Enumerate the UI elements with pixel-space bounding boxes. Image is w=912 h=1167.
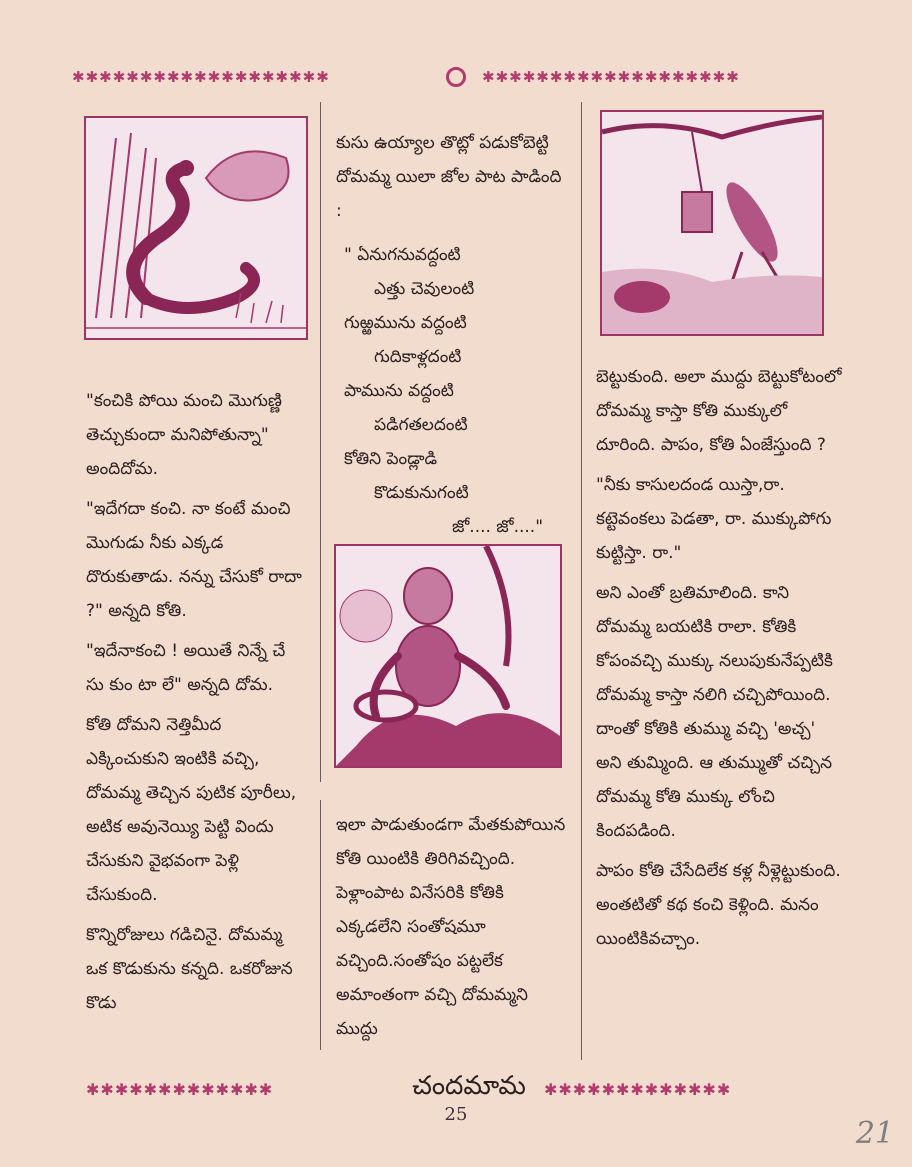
poem-intro: కుసు ఉయ్యాల తొట్లో పడుకోబెట్టి దోమమ్మ యిలా జోల పాట పాడింది : xyxy=(336,133,562,221)
poem-line: " ఏనుగనువద్దంటి xyxy=(344,245,461,265)
paragraph: "కంచికి పోయి మంచి మొగుణ్ణి తెచ్చుకుందా మనిపోతున్నా" అందిదోమ. xyxy=(86,391,282,479)
paragraph: ఇలా పాడుతుండగా మేతకుపోయిన కోతి యింటికి తిరిగివచ్చింది. పెళ్లాంపాట వినేసరికి కోతికి ఎక్కడలేని సంతోషమూ వచ్చింది.సంతోషం పట్టలేక అమాంతంగా వచ్చి దోమమ్మని ముద్దు xyxy=(336,815,566,1039)
poem-line: పామును వద్దంటి xyxy=(344,381,454,401)
grasshopper-illustration xyxy=(600,110,824,336)
page-number: 25 xyxy=(444,1104,468,1125)
paragraph: అని ఎంతో బ్రతిమాలింది. కాని దోమమ్మ బయటికి రాలా. కోతికి కోపంవచ్చి ముక్కు నలుపుకునేప్పటికి దోమమ్మ కాస్తా నలిగి చచ్చిపోయింది. దాంతో కోతికి తుమ్ము వచ్చి 'అచ్చ' అని తుమ్మింది. ఆ తుమ్ముతో చచ్చిన దోమమ్మ కోతి ముక్కు లోంచి కిందపడింది. xyxy=(596,583,833,841)
right-column-text xyxy=(596,360,846,962)
paragraph: కొన్నిరోజులు గడిచినై. దోమమ్మ ఒక కొడుకును కన్నది. ఒకరోజున కొడు xyxy=(86,925,293,1013)
top-decorative-border xyxy=(72,66,840,88)
middle-column-top xyxy=(336,126,566,544)
border-center-circle xyxy=(446,67,466,87)
monkey-illustration xyxy=(334,544,562,768)
footer-border xyxy=(86,1072,852,1106)
middle-column-bottom xyxy=(336,808,568,1052)
column-divider-right-lower xyxy=(581,370,582,1060)
snake-illustration xyxy=(84,116,308,340)
paragraph: పాపం కోతి చేసేదిలేక కళ్ల నీళ్లెట్టుకుంది. అంతటితో కథ కంచి కెళ్లింది. మనం యింటికివచ్చాం. xyxy=(596,861,841,949)
poem-line: జో.... జో...." xyxy=(452,517,544,537)
paragraph: "నీకు కాసులదండ యిస్తా,రా. కట్టెవంకలు పెడతా, రా. ముక్కుపోగు కుట్టిస్తా. రా." xyxy=(596,475,832,563)
column-divider-left-lower xyxy=(320,800,321,1050)
paragraph: "ఇదేనాకంచి ! అయితే నిన్నే చే సు కుం టా లే" అన్నది దోమ. xyxy=(86,641,286,695)
pencil-page-note: 21 xyxy=(855,1116,894,1151)
footer-pattern-right: ✱✱✱✱✱✱✱✱✱✱✱✱✱ xyxy=(543,1079,732,1099)
border-pattern-left: ✱✱✱✱✱✱✱✱✱✱✱✱✱✱✱✱✱✱✱ xyxy=(72,68,330,86)
left-column-text xyxy=(86,384,304,1026)
poem-line: ఎత్తు చెవులంటి xyxy=(374,279,475,299)
poem-line: గుఱ్ఱమును వద్దంటి xyxy=(344,313,467,333)
poem-line: కోతిని పెండ్లాడి xyxy=(344,449,438,469)
magazine-title: చందమామ xyxy=(412,1071,526,1101)
poem-line: కొడుకునుగంటి xyxy=(374,483,469,503)
column-divider-left xyxy=(320,102,321,782)
poem-line: గుదికాళ్లదంటి xyxy=(374,347,462,367)
lullaby-poem xyxy=(336,238,566,544)
paragraph: కోతి దోమని నెత్తిమీద ఎక్కించుకుని ఇంటికి వచ్చి, దోమమ్మ తెచ్చిన పుటిక పూరీలు, అటిక అవునెయ్యి పెట్టి విందు చేసుకుని వైభవంగా పెళ్లి చేసుకుంది. xyxy=(86,715,297,905)
paragraph: "ఇదేగదా కంచి. నా కంటే మంచి మొగుడు నీకు ఎక్కడ దొరుకుతాడు. నన్ను చేసుకో రాదా ?" అన్నది కోతి. xyxy=(86,499,302,621)
footer-pattern-left: ✱✱✱✱✱✱✱✱✱✱✱✱✱ xyxy=(86,1079,274,1099)
border-pattern-right: ✱✱✱✱✱✱✱✱✱✱✱✱✱✱✱✱✱✱✱ xyxy=(482,68,740,86)
column-divider-right xyxy=(581,102,582,382)
poem-line: పడిగతలదంటి xyxy=(374,415,468,435)
paragraph: బెట్టుకుంది. అలా ముద్దు బెట్టుకోటంలో దోమమ్మ కాస్తా కోతి ముక్కులో దూరింది. పాపం, కోతి ఏంజేస్తుంది ? xyxy=(596,367,842,455)
